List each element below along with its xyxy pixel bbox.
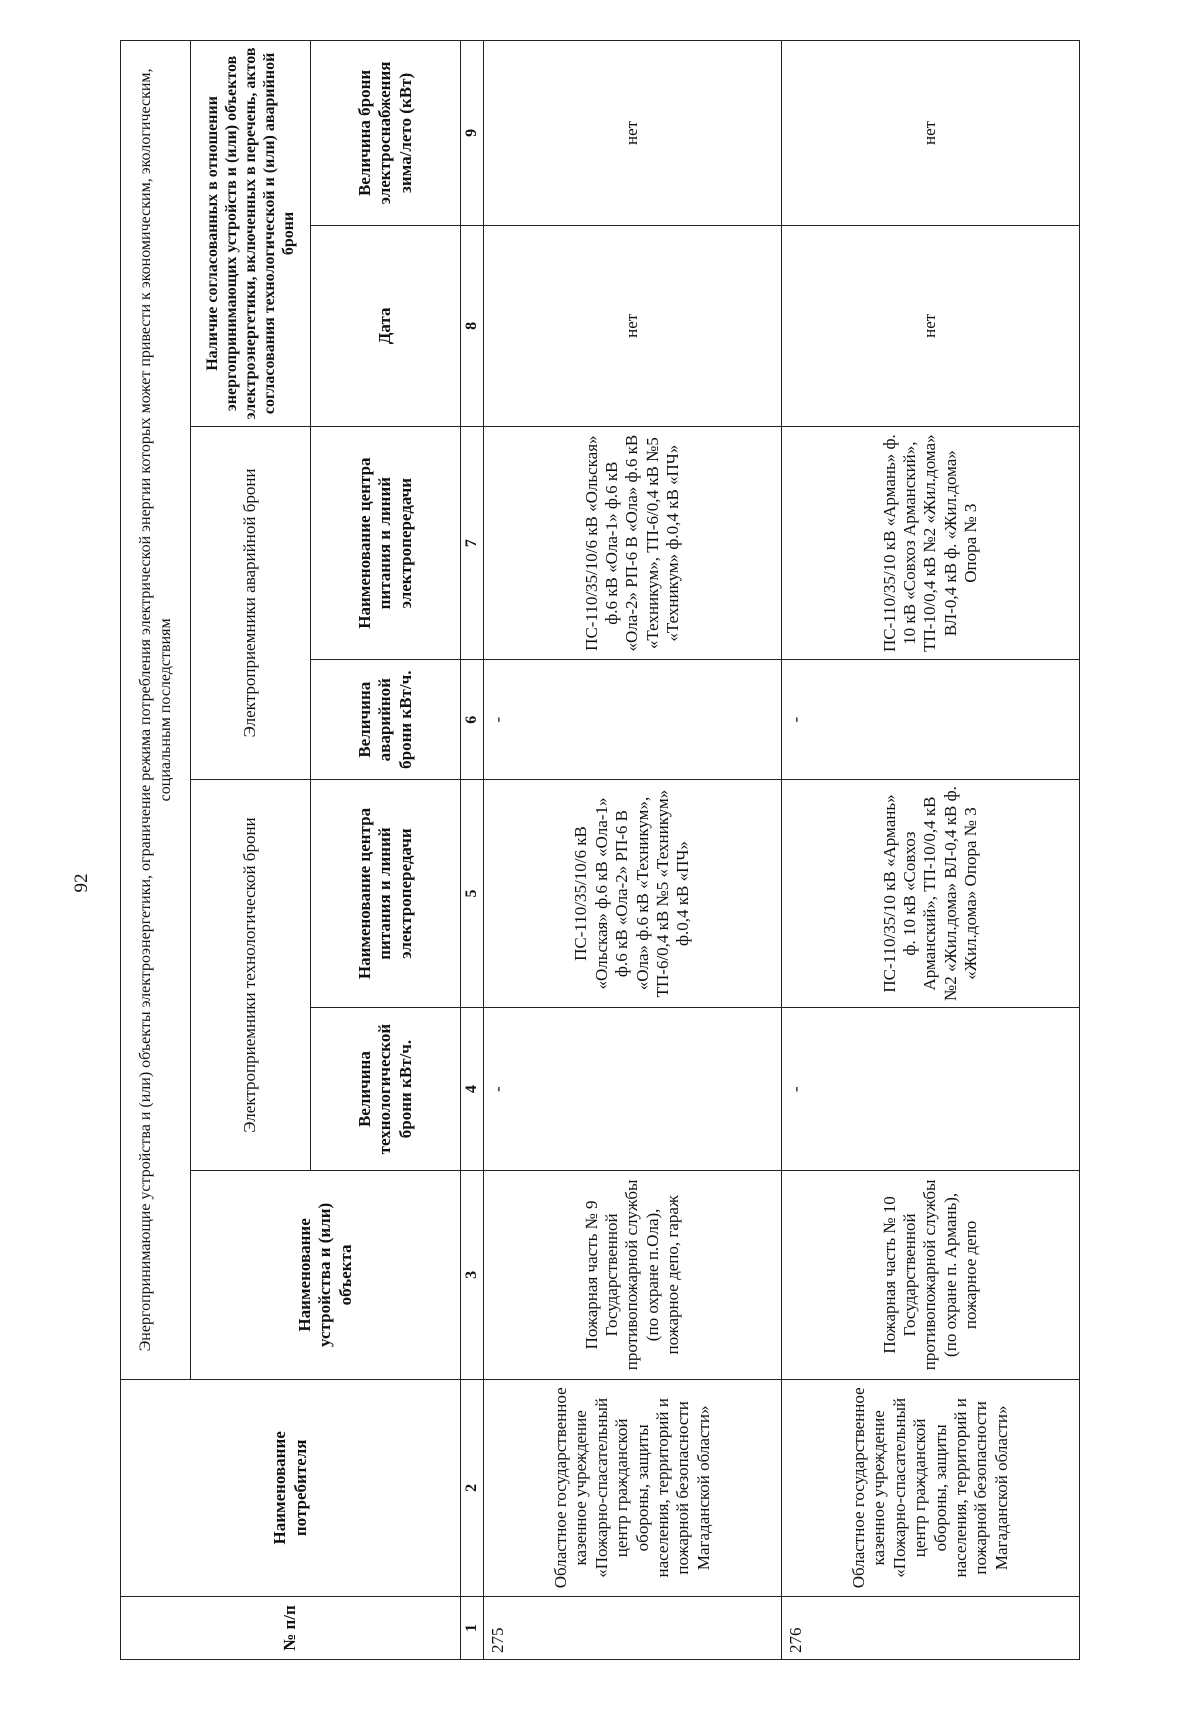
header-agreed-group: Наличие согласованных в отношении энергопринимающих устройств и (или) объектов электроэнергетики, включенных в перечень, актов согласования технологической и (или) аварийной брони: [191, 41, 311, 427]
header-object-name: Наименование устройства и (или) объекта: [191, 1171, 461, 1380]
agreement-date: нет: [484, 225, 782, 426]
header-tech-value: Величина технологической брони кВт/ч.: [311, 1008, 461, 1171]
header-date: Дата: [311, 225, 461, 426]
column-number: 4: [461, 1008, 484, 1171]
column-number: 8: [461, 225, 484, 426]
object-name: Пожарная часть № 9 Государственной противопожарной службы (по охране п.Ола), пожарное депо, гараж: [484, 1171, 782, 1380]
energy-reserve-table: [120, 40, 1080, 1660]
column-number: 1: [461, 1596, 484, 1659]
table-row: [484, 41, 782, 1660]
tech-power-center: ПС-110/35/10/6 кВ «Ольская» ф.6 кВ «Ола-1» ф.6 кВ «Ола-2» РП-6 В «Ола» ф.6 кВ «Техникум», ТП-6/0,4 кВ №5 «Техникум» ф.0,4 кВ «ПЧ»: [484, 779, 782, 1007]
rotated-table-sheet: [120, 40, 1080, 1660]
header-main-group: Энергопринимающие устройства и (или) объекты электроэнергетики, ограничение режима потребления электрической энергии которых может привести к экономическим, экологическим, социальным последствиям: [121, 41, 191, 1380]
supply-reserve-value: нет: [484, 41, 782, 226]
column-number: 3: [461, 1171, 484, 1380]
emergency-reserve-value: -: [484, 660, 782, 780]
column-number: 7: [461, 426, 484, 660]
row-number: 275: [484, 1596, 782, 1659]
column-number-row: [461, 41, 484, 1660]
header-tech-group: Электроприемники технологической брони: [191, 779, 311, 1170]
header-consumer: Наименование потребителя: [121, 1379, 461, 1596]
supply-reserve-value: нет: [782, 41, 1080, 226]
consumer-name: Областное государственное казенное учреждение «Пожарно-спасательный центр гражданской обороны, защиты населения, территорий и пожарной безопасности Магаданской области»: [484, 1379, 782, 1596]
tech-reserve-value: -: [484, 1008, 782, 1171]
emergency-power-center: ПС-110/35/10/6 кВ «Ольская» ф.6 кВ «Ола-1» ф.6 кВ «Ола-2» РП-6 В «Ола» ф.6 кВ «Техникум», ТП-6/0,4 кВ №5 «Техникум» ф.0,4 кВ «ПЧ»: [484, 426, 782, 660]
emergency-power-center: ПС-110/35/10 кВ «Армань» ф. 10 кВ «Совхоз Арманский», ТП-10/0,4 кВ №2 «Жил.дома» ВЛ-0,4 кВ ф. «Жил.дома» Опора № 3: [782, 426, 1080, 660]
column-number: 9: [461, 41, 484, 226]
column-number: 5: [461, 779, 484, 1007]
header-tech-center: Наименование центра питания и линий электропередачи: [311, 779, 461, 1007]
row-number: 276: [782, 1596, 1080, 1659]
header-supply-value: Величина брони электроснабжения зима/лето (кВт): [311, 41, 461, 226]
agreement-date: нет: [782, 225, 1080, 426]
page-number: 92: [71, 873, 92, 893]
object-name: Пожарная часть № 10 Государственной противопожарной службы (по охране п. Армань), пожарное депо: [782, 1171, 1080, 1380]
emergency-reserve-value: -: [782, 660, 1080, 780]
consumer-name: Областное государственное казенное учреждение «Пожарно-спасательный центр гражданской обороны, защиты населения, территорий и пожарной безопасности Магаданской области»: [782, 1379, 1080, 1596]
column-number: 6: [461, 660, 484, 780]
tech-power-center: ПС-110/35/10 кВ «Армань» ф. 10 кВ «Совхоз Арманский», ТП-10/0,4 кВ №2 «Жил.дома» ВЛ-0,4 кВ ф. «Жил.дома» Опора № 3: [782, 779, 1080, 1007]
header-emerg-center: Наименование центра питания и линий электропередачи: [311, 426, 461, 660]
header-emerg-value: Величина аварийной брони кВт/ч.: [311, 660, 461, 780]
column-number: 2: [461, 1379, 484, 1596]
header-emerg-group: Электроприемники аварийной брони: [191, 426, 311, 779]
header-no: № п/п: [121, 1596, 461, 1659]
tech-reserve-value: -: [782, 1008, 1080, 1171]
table-row: [782, 41, 1080, 1660]
